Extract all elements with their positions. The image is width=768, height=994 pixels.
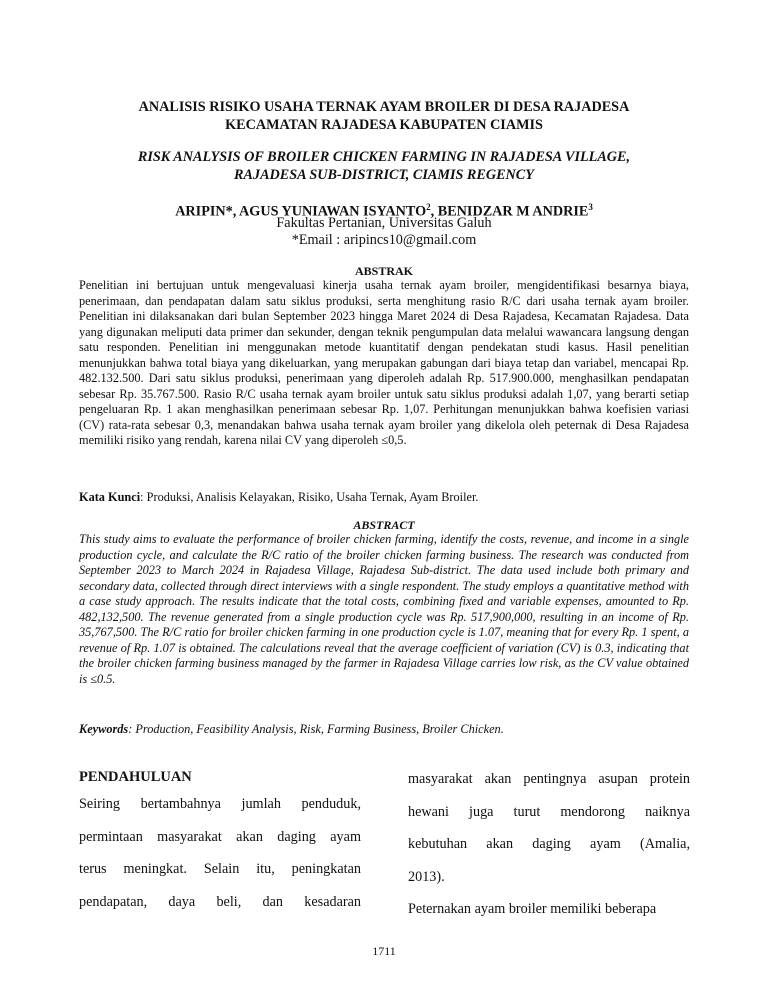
author-names-2: , BENIDZAR M ANDRIE [430, 203, 589, 220]
kata-kunci-label: Kata Kunci [79, 490, 141, 504]
body-line: terus meningkat. Selain itu, peningkatan [79, 861, 361, 877]
page-number: 1711 [372, 944, 396, 958]
body-line: pendapatan, daya beli, dan kesadaran [79, 893, 361, 910]
abstract-text: This study aims to evaluate the performance of broiler chicken farming, identify the costs, revenue, and income in a single production cycle, and calculate the R/C ratio of the broiler chicken farming business. The research was conducted from September 2023 to March 2024 in Rajadesa Village, Rajadesa Sub-district. The data used include both primary and secondary data, collected through direct interviews with a single respondent. The study employs a quantitative method with a case study approach. The results indicate that the total costs, combining fixed and variable expenses, amounted to Rp. 482,132,500. The revenue generated from a single production cycle was Rp. 517,900,000, resulting in an income of Rp. 35,767,500. The R/C ratio for broiler chicken farming in one production cycle is 1.07, meaning that for every Rp. 1 spent, a revenue of Rp. 1.07 is obtained. The calculations reveal that the average coefficient of variation (CV) is 0.3, indicating that the broiler chicken farming business managed by the farmer in Rajadesa Village carries low risk, as the CV value obtained is ≤0.5. [79, 532, 689, 686]
title-english [80, 148, 688, 184]
abstrak-text: Penelitian ini bertujuan untuk mengevaluasi kinerja usaha ternak ayam broiler, mengidentifikasi besarnya biaya, penerimaan, dan pendapatan dalam satu siklus produksi, serta menghitung rasio R/C dari usaha ternak ayam broiler. Penelitian ini dilaksanakan dari bulan September 2023 hingga Maret 2024 di Desa Rajadesa, Kecamatan Rajadesa. Data yang digunakan meliputi data primer dan sekunder, dengan teknik pengumpulan data melalui wawancara langsung dengan satu responden. Penelitian ini menggunakan metode kuantitatif dengan pendekatan studi kasus. Hasil penelitian menunjukkan bahwa total biaya yang dikeluarkan, yang merupakan gabungan dari biaya tetap dan variabel, mencapai Rp. 482.132.500. Dari satu siklus produksi, penerimaan yang diperoleh adalah Rp. 517.900.000, menghasilkan pendapatan sebesar Rp. 35.767.500. Rasio R/C usaha ternak ayam broiler untuk satu siklus produksi adalah 1,07, yang berarti setiap pengeluaran Rp. 1 akan menghasilkan penerimaan sebesar Rp. 1,07. Perhitungan menunjukkan bahwa koefisien variasi (CV) rata-rata sebesar 0,3, menandakan bahwa usaha ternak ayam broiler yang dikelola oleh peternak di Desa Rajadesa memiliki risiko yang rendah, karena nilai CV yang diperoleh ≤0,5. [79, 278, 689, 447]
keywords-label: Keywords [79, 722, 129, 736]
body-column-right [408, 763, 690, 926]
body-line: permintaan masyarakat akan daging ayam [79, 828, 361, 845]
title-indonesian-line2: KECAMATAN RAJADESA KABUPATEN CIAMIS [225, 117, 543, 133]
body-line: Seiring bertambahnya jumlah penduduk, [79, 796, 361, 812]
kata-kunci [79, 490, 689, 505]
body-line: hewani juga turut mendorong naiknya [408, 803, 690, 820]
keywords [79, 722, 689, 737]
body-line: Peternakan ayam broiler memiliki beberapa [408, 901, 657, 917]
body-line: masyarakat akan pentingnya asupan protein [408, 771, 690, 787]
body-line: kebutuhan akan daging ayam (Amalia, [408, 836, 690, 852]
author-superscript-2: 2 [426, 202, 431, 212]
body-line: 2013). [408, 868, 445, 885]
title-english-line2: RAJADESA SUB-DISTRICT, CIAMIS REGENCY [234, 167, 534, 183]
title-indonesian [80, 98, 688, 134]
author-affiliation: Fakultas Pertanian, Universitas Galuh [276, 215, 492, 231]
body-column-left [79, 788, 361, 918]
abstract-heading: ABSTRACT [353, 518, 415, 532]
abstrak-heading: ABSTRAK [354, 264, 413, 278]
title-english-line1: RISK ANALYSIS OF BROILER CHICKEN FARMING IN RAJADESA VILLAGE, [137, 149, 631, 165]
section-heading-pendahuluan: PENDAHULUAN [79, 769, 192, 785]
title-indonesian-line1: ANALISIS RISIKO USAHA TERNAK AYAM BROILER DI DESA RAJADESA [138, 99, 630, 115]
kata-kunci-text: : Produksi, Analisis Kelayakan, Risiko, Usaha Ternak, Ayam Broiler. [140, 490, 479, 504]
author-superscript-3: 3 [588, 202, 593, 212]
author-email: *Email : aripincs10@gmail.com [291, 232, 477, 248]
keywords-text: : Production, Feasibility Analysis, Risk, Farming Business, Broiler Chicken. [128, 722, 504, 736]
author-names-1: ARIPIN*, AGUS YUNIAWAN ISYANTO [175, 203, 427, 220]
